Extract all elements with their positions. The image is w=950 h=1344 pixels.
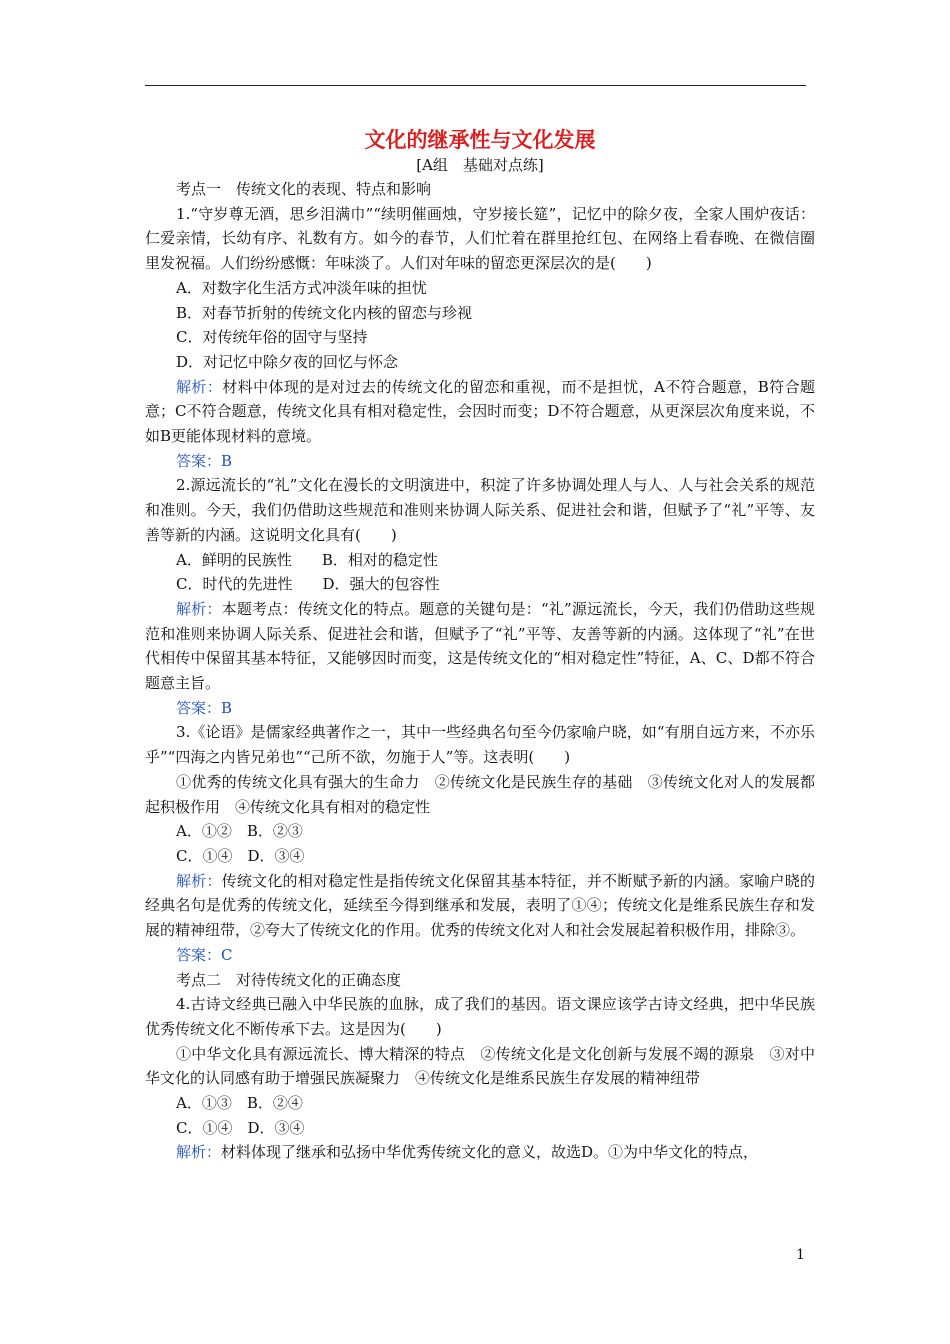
q1-answer: 答案：B [176,451,233,470]
q4-analysis-label: 解析： [176,1143,222,1162]
q2-options-cd: C．时代的先进性 D．强大的包容性 [176,575,440,594]
q3-analysis-label: 解析： [176,871,222,890]
header-rule [145,85,806,86]
q3-analysis-text: 传统文化的相对稳定性是指传统文化保留其基本特征，并不断赋予新的内涵。家喻户晓的经典名句是优秀的传统文化，延续至今得到继承和发展，表明了①④；传统文化是维系民族生存和发展的精神纽带，②夸大了传统文化的作用。优秀的传统文化对人和社会发展起着积极作用，排除③。 [145,871,815,940]
q2-analysis [145,597,815,696]
q3-answer: 答案：C [176,945,233,964]
section-heading-2: 考点二 对待传统文化的正确态度 [176,970,402,989]
q1-analysis-label: 解析： [176,377,223,396]
q4-analysis [145,1140,815,1165]
page-title: 文化的继承性与文化发展 [364,128,596,152]
q1-option-d: D．对记忆中除夕夜的回忆与怀念 [176,352,399,371]
q2-options-ab: A．鲜明的民族性 B．相对的稳定性 [176,550,438,569]
q4-items: ①中华文化具有源远流长、博大精深的特点 ②传统文化是文化创新与发展不竭的源泉 ③对中华文化的认同感有助于增强民族凝聚力 ④传统文化是维系民族生存发展的精神纽带 [145,1044,815,1088]
q1-option-b: B．对春节折射的传统文化内核的留恋与珍视 [176,303,473,322]
q2-stem: 2.源远流长的“礼”文化在漫长的文明演进中，积淀了许多协调处理人与人、人与社会关系的规范和准则。今天，我们仍借助这些规范和准则来协调人际关系、促进社会和谐，但赋予了“礼”平等、友善等新的内涵。这说明文化具有( ) [145,476,815,544]
q4-analysis-text: 材料体现了继承和弘扬中华优秀传统文化的意义，故选D。①为中华文化的特点， [221,1143,759,1162]
group-subtitle: [A组 基础对点练] [416,156,544,174]
q2-analysis-text: 本题考点：传统文化的特点。题意的关键句是：“礼”源远流长，今天，我们仍借助这些规范和准则来协调人际关系、促进社会和谐，但赋予了“礼”平等、友善等新的内涵。这体现了“礼”在世代相传中保留其基本特征，又能够因时而变，这是传统文化的“相对稳定性”特征，A、C、D都不符合题意主旨。 [145,599,815,693]
q3-stem: 3.《论语》是儒家经典著作之一，其中一些经典名句至今仍家喻户晓，如“有朋自远方来，不亦乐乎”“四海之内皆兄弟也”“己所不欲，勿施于人”等。这表明( ) [145,723,815,767]
q2-analysis-label: 解析： [176,599,222,618]
q1-analysis-text: 材料中体现的是对过去的传统文化的留恋和重视，而不是担忧，A不符合题意，B符合题意；C不符合题意，传统文化具有相对稳定性，会因时而变；D不符合题意，从更深层次角度来说，不如B更能体现材料的意境。 [145,377,815,446]
q4-options-cd: C．①④ D．③④ [176,1118,305,1137]
q1-analysis [145,375,815,449]
page-content [145,126,815,1165]
q1-option-c: C．对传统年俗的固守与坚持 [176,328,368,347]
q3-options-cd: C．①④ D．③④ [176,846,305,865]
q1-option-a: A．对数字化生活方式冲淡年味的担忧 [176,278,427,297]
q3-analysis [145,869,815,943]
q4-stem: 4.古诗文经典已融入中华民族的血脉，成了我们的基因。语文课应该学古诗文经典，把中华民族优秀传统文化不断传承下去。这是因为( ) [145,995,815,1038]
section-heading-1: 考点一 传统文化的表现、特点和影响 [176,180,432,198]
q1-stem: 1.“守岁尊无酒，思乡泪满巾”“续明催画烛，守岁接长筵”，记忆中的除夕夜，全家人围炉夜话：仁爱亲情，长幼有序、礼数有方。如今的春节，人们忙着在群里抢红包、在网络上看春晚、在微信圈里发祝福。人们纷纷感慨：年味淡了。人们对年味的留恋更深层次的是( ) [145,204,815,273]
page-number: 1 [796,1247,805,1263]
q2-answer: 答案：B [176,698,233,717]
q3-options-ab: A．①② B．②③ [176,822,303,841]
q4-options-ab: A．①③ B．②④ [176,1094,303,1113]
q3-items: ①优秀的传统文化具有强大的生命力 ②传统文化是民族生存的基础 ③传统文化对人的发展都起积极作用 ④传统文化具有相对的稳定性 [145,772,815,816]
